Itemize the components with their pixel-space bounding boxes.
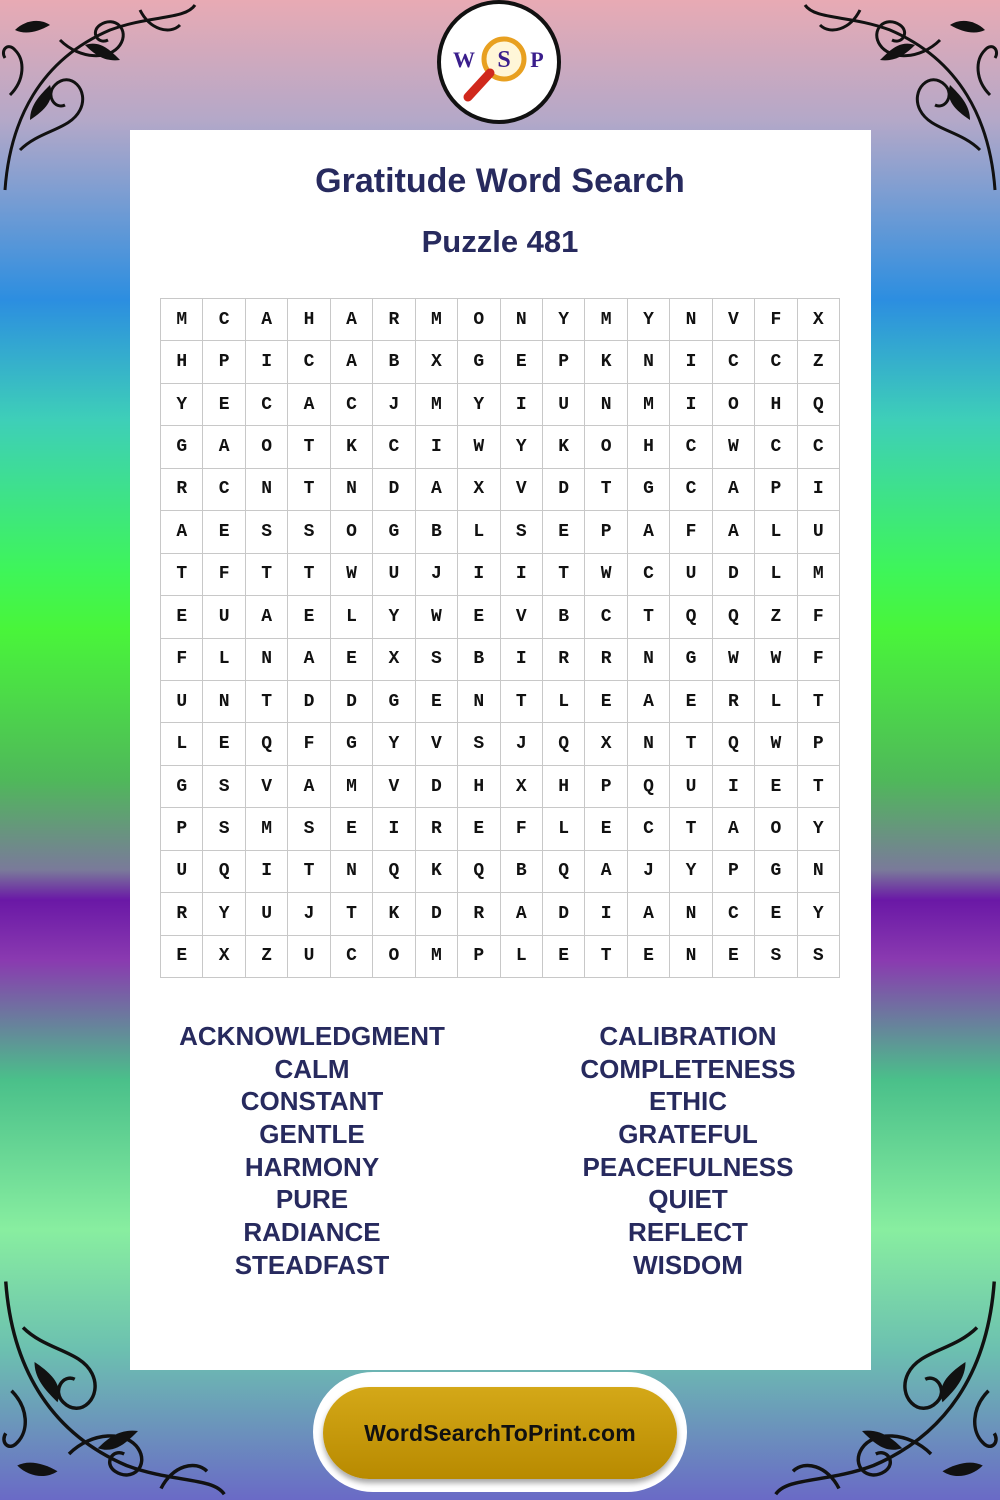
grid-cell[interactable]: F <box>755 299 797 341</box>
grid-cell[interactable]: C <box>798 426 840 468</box>
grid-cell[interactable]: S <box>755 936 797 978</box>
grid-cell[interactable]: O <box>373 936 415 978</box>
grid-cell[interactable]: H <box>458 766 500 808</box>
grid-cell[interactable]: L <box>755 681 797 723</box>
grid-cell[interactable]: X <box>798 299 840 341</box>
grid-cell[interactable]: T <box>288 851 330 893</box>
grid-cell[interactable]: K <box>416 851 458 893</box>
grid-cell[interactable]: N <box>628 639 670 681</box>
grid-cell[interactable]: N <box>798 851 840 893</box>
grid-cell[interactable]: C <box>246 384 288 426</box>
grid-cell[interactable]: G <box>373 681 415 723</box>
grid-cell[interactable]: Q <box>713 596 755 638</box>
puzzle-number: Puzzle 481 <box>421 224 579 259</box>
grid-cell[interactable]: W <box>755 639 797 681</box>
word-list-item: COMPLETENESS <box>580 1053 796 1084</box>
grid-cell[interactable]: A <box>331 299 373 341</box>
grid-cell[interactable]: A <box>288 384 330 426</box>
grid-cell[interactable]: Y <box>458 384 500 426</box>
grid-cell[interactable]: A <box>203 426 245 468</box>
grid-cell[interactable]: I <box>670 384 712 426</box>
word-list-left <box>142 1020 482 1282</box>
grid-cell[interactable]: Z <box>246 936 288 978</box>
grid-cell[interactable]: T <box>288 426 330 468</box>
grid-cell[interactable]: L <box>161 723 203 765</box>
grid-cell[interactable]: E <box>755 766 797 808</box>
grid-cell[interactable]: B <box>501 851 543 893</box>
grid-cell[interactable]: O <box>713 384 755 426</box>
grid-cell[interactable]: Y <box>203 893 245 935</box>
word-list-item: PEACEFULNESS <box>582 1151 794 1182</box>
grid-cell[interactable]: T <box>543 554 585 596</box>
grid-cell[interactable]: Y <box>628 299 670 341</box>
grid-cell[interactable]: T <box>501 681 543 723</box>
grid-cell[interactable]: X <box>416 341 458 383</box>
word-list-item: GRATEFUL <box>618 1119 758 1150</box>
logo-letter: P <box>530 47 544 72</box>
word-list-item: ACKNOWLEDGMENT <box>179 1021 445 1051</box>
grid-cell[interactable]: V <box>501 469 543 511</box>
grid-cell[interactable]: Y <box>501 426 543 468</box>
grid-cell[interactable]: L <box>331 596 373 638</box>
grid-cell[interactable]: I <box>246 851 288 893</box>
word-list-item: QUIET <box>648 1184 728 1215</box>
grid-cell[interactable]: R <box>161 893 203 935</box>
grid-cell[interactable]: A <box>628 681 670 723</box>
grid-cell[interactable]: M <box>416 384 458 426</box>
grid-cell[interactable]: B <box>416 511 458 553</box>
grid-cell[interactable]: L <box>543 808 585 850</box>
grid-cell[interactable]: C <box>373 426 415 468</box>
grid-cell[interactable]: P <box>543 341 585 383</box>
grid-cell[interactable]: E <box>543 936 585 978</box>
grid-cell[interactable]: V <box>416 723 458 765</box>
grid-cell[interactable]: R <box>161 469 203 511</box>
grid-cell[interactable]: J <box>501 723 543 765</box>
grid-cell[interactable]: T <box>331 893 373 935</box>
grid-cell[interactable]: K <box>373 893 415 935</box>
grid-cell[interactable]: T <box>585 469 627 511</box>
grid-cell[interactable]: J <box>628 851 670 893</box>
grid-cell[interactable]: U <box>288 936 330 978</box>
grid-cell[interactable]: H <box>288 299 330 341</box>
grid-cell[interactable]: X <box>203 936 245 978</box>
grid-cell[interactable]: N <box>203 681 245 723</box>
grid-cell[interactable]: C <box>713 341 755 383</box>
grid-cell[interactable]: A <box>331 341 373 383</box>
grid-cell[interactable]: P <box>161 808 203 850</box>
grid-cell[interactable]: S <box>501 511 543 553</box>
grid-cell[interactable]: O <box>458 299 500 341</box>
grid-cell[interactable]: S <box>798 936 840 978</box>
word-list-item: GENTLE <box>259 1119 365 1150</box>
grid-cell[interactable]: S <box>203 808 245 850</box>
grid-cell[interactable]: C <box>670 469 712 511</box>
grid-cell[interactable]: Q <box>543 723 585 765</box>
grid-cell[interactable]: F <box>288 723 330 765</box>
grid-cell[interactable]: Q <box>628 766 670 808</box>
grid-cell[interactable]: T <box>288 554 330 596</box>
grid-cell[interactable]: K <box>585 341 627 383</box>
grid-cell[interactable]: I <box>458 554 500 596</box>
grid-cell[interactable]: F <box>161 639 203 681</box>
grid-cell[interactable]: T <box>288 469 330 511</box>
grid-cell[interactable]: E <box>755 893 797 935</box>
grid-cell[interactable]: U <box>670 554 712 596</box>
grid-cell[interactable]: G <box>458 341 500 383</box>
site-link-button[interactable]: WordSearchToPrint.com <box>323 1387 677 1479</box>
grid-cell[interactable]: E <box>628 936 670 978</box>
grid-cell[interactable]: R <box>416 808 458 850</box>
grid-cell[interactable]: T <box>246 681 288 723</box>
grid-cell[interactable]: B <box>458 639 500 681</box>
grid-cell[interactable]: C <box>628 554 670 596</box>
grid-cell[interactable]: A <box>628 511 670 553</box>
grid-cell[interactable]: L <box>203 639 245 681</box>
grid-cell[interactable]: I <box>501 554 543 596</box>
grid-cell[interactable]: S <box>458 723 500 765</box>
grid-cell[interactable]: S <box>203 766 245 808</box>
grid-cell[interactable]: I <box>416 426 458 468</box>
grid-cell[interactable]: H <box>543 766 585 808</box>
grid-cell[interactable]: P <box>798 723 840 765</box>
grid-cell[interactable]: M <box>628 384 670 426</box>
word-list-item: CONSTANT <box>240 1086 384 1117</box>
grid-cell[interactable]: F <box>203 554 245 596</box>
grid-cell[interactable]: E <box>161 936 203 978</box>
grid-cell[interactable]: R <box>373 299 415 341</box>
grid-cell[interactable]: E <box>458 808 500 850</box>
grid-cell[interactable]: T <box>798 681 840 723</box>
grid-cell[interactable]: E <box>203 511 245 553</box>
grid-cell[interactable]: M <box>331 766 373 808</box>
grid-cell[interactable]: V <box>713 299 755 341</box>
grid-cell[interactable]: I <box>585 893 627 935</box>
grid-cell[interactable]: G <box>628 469 670 511</box>
grid-cell[interactable]: N <box>670 893 712 935</box>
logo-letter: W <box>453 47 475 72</box>
grid-cell[interactable]: G <box>161 766 203 808</box>
grid-cell[interactable]: D <box>543 893 585 935</box>
grid-cell[interactable]: S <box>416 639 458 681</box>
grid-cell[interactable]: X <box>373 639 415 681</box>
grid-cell[interactable]: A <box>288 766 330 808</box>
grid-cell[interactable]: T <box>798 766 840 808</box>
grid-cell[interactable]: S <box>288 808 330 850</box>
grid-cell[interactable]: N <box>628 341 670 383</box>
grid-cell[interactable]: D <box>416 893 458 935</box>
grid-cell[interactable]: E <box>458 596 500 638</box>
grid-cell[interactable]: E <box>203 723 245 765</box>
grid-cell[interactable]: E <box>161 596 203 638</box>
grid-cell[interactable]: A <box>288 639 330 681</box>
grid-cell[interactable]: C <box>755 426 797 468</box>
grid-cell[interactable]: U <box>161 681 203 723</box>
grid-cell[interactable]: U <box>543 384 585 426</box>
grid-cell[interactable]: Q <box>670 596 712 638</box>
grid-cell[interactable]: L <box>755 511 797 553</box>
grid-cell[interactable]: F <box>798 596 840 638</box>
grid-cell[interactable]: C <box>203 299 245 341</box>
grid-cell[interactable]: A <box>713 808 755 850</box>
grid-cell[interactable]: H <box>161 341 203 383</box>
grid-cell[interactable]: C <box>755 341 797 383</box>
grid-cell[interactable]: D <box>331 681 373 723</box>
grid-cell[interactable]: D <box>373 469 415 511</box>
grid-cell[interactable]: A <box>628 893 670 935</box>
grid-cell[interactable]: T <box>246 554 288 596</box>
grid-cell[interactable]: I <box>501 639 543 681</box>
grid-cell[interactable]: K <box>331 426 373 468</box>
grid-cell[interactable]: M <box>416 936 458 978</box>
grid-cell[interactable]: U <box>203 596 245 638</box>
grid-cell[interactable]: E <box>288 596 330 638</box>
grid-cell[interactable]: D <box>288 681 330 723</box>
grid-cell[interactable]: M <box>798 554 840 596</box>
grid-cell[interactable]: L <box>755 554 797 596</box>
grid-cell[interactable]: F <box>798 639 840 681</box>
grid-cell[interactable]: X <box>501 766 543 808</box>
grid-cell[interactable]: L <box>501 936 543 978</box>
grid-cell[interactable]: U <box>373 554 415 596</box>
grid-cell[interactable]: E <box>670 681 712 723</box>
grid-cell[interactable]: C <box>331 384 373 426</box>
grid-cell[interactable]: J <box>373 384 415 426</box>
grid-cell[interactable]: R <box>458 893 500 935</box>
grid-cell[interactable]: P <box>458 936 500 978</box>
logo-letter: S <box>497 47 511 73</box>
grid-cell[interactable]: G <box>331 723 373 765</box>
word-list-item: RADIANCE <box>243 1217 381 1248</box>
grid-cell[interactable]: L <box>458 511 500 553</box>
grid-cell[interactable]: I <box>373 808 415 850</box>
grid-cell[interactable]: Y <box>670 851 712 893</box>
word-list-item: REFLECT <box>628 1217 748 1248</box>
letter-grid <box>160 298 840 978</box>
grid-cell[interactable]: W <box>585 554 627 596</box>
grid-cell[interactable]: C <box>585 596 627 638</box>
grid-cell[interactable]: T <box>161 554 203 596</box>
grid-cell[interactable]: E <box>585 808 627 850</box>
grid-cell[interactable]: R <box>713 681 755 723</box>
grid-cell[interactable]: S <box>246 511 288 553</box>
grid-cell[interactable]: Q <box>798 384 840 426</box>
grid-cell[interactable]: N <box>585 384 627 426</box>
grid-cell[interactable]: Q <box>373 851 415 893</box>
page-title: Gratitude Word Search <box>315 162 685 200</box>
grid-cell[interactable]: W <box>713 426 755 468</box>
grid-cell[interactable]: E <box>501 341 543 383</box>
grid-cell[interactable]: N <box>670 299 712 341</box>
grid-cell[interactable]: X <box>458 469 500 511</box>
grid-cell[interactable]: T <box>585 936 627 978</box>
grid-cell[interactable]: A <box>501 893 543 935</box>
grid-cell[interactable]: Y <box>543 299 585 341</box>
grid-cell[interactable]: T <box>670 723 712 765</box>
grid-cell[interactable]: G <box>755 851 797 893</box>
grid-cell[interactable]: Q <box>203 851 245 893</box>
grid-cell[interactable]: D <box>713 554 755 596</box>
word-list-item: PURE <box>275 1184 349 1215</box>
word-list-item: CALM <box>274 1053 350 1084</box>
grid-cell[interactable]: N <box>670 936 712 978</box>
grid-cell[interactable]: G <box>670 639 712 681</box>
word-list-item: HARMONY <box>244 1151 380 1182</box>
grid-cell[interactable]: U <box>161 851 203 893</box>
grid-cell[interactable]: E <box>585 681 627 723</box>
grid-cell[interactable]: Y <box>161 384 203 426</box>
grid-cell[interactable]: B <box>543 596 585 638</box>
grid-cell[interactable]: P <box>713 851 755 893</box>
grid-cell[interactable]: N <box>246 639 288 681</box>
grid-cell[interactable]: V <box>246 766 288 808</box>
grid-cell[interactable]: U <box>246 893 288 935</box>
grid-cell[interactable]: L <box>543 681 585 723</box>
grid-cell[interactable]: E <box>416 681 458 723</box>
grid-cell[interactable]: A <box>246 596 288 638</box>
grid-cell[interactable]: A <box>713 469 755 511</box>
grid-cell[interactable]: F <box>501 808 543 850</box>
grid-cell[interactable]: P <box>203 341 245 383</box>
grid-cell[interactable]: Y <box>373 723 415 765</box>
word-list-item: ETHIC <box>649 1086 727 1117</box>
grid-cell[interactable]: J <box>288 893 330 935</box>
grid-cell[interactable]: F <box>670 511 712 553</box>
grid-cell[interactable]: G <box>373 511 415 553</box>
grid-cell[interactable]: Y <box>798 893 840 935</box>
grid-cell[interactable]: N <box>501 299 543 341</box>
grid-cell[interactable]: A <box>713 511 755 553</box>
word-list-item: STEADFAST <box>234 1249 390 1280</box>
grid-cell[interactable]: M <box>585 299 627 341</box>
grid-cell[interactable]: E <box>331 808 373 850</box>
grid-cell[interactable]: D <box>543 469 585 511</box>
grid-cell[interactable]: I <box>798 469 840 511</box>
grid-cell[interactable]: G <box>161 426 203 468</box>
grid-cell[interactable]: N <box>246 469 288 511</box>
grid-cell[interactable]: T <box>628 596 670 638</box>
grid-cell[interactable]: I <box>670 341 712 383</box>
grid-cell[interactable]: M <box>416 299 458 341</box>
word-list-right <box>518 1020 858 1282</box>
grid-cell[interactable]: Q <box>713 723 755 765</box>
grid-cell[interactable]: C <box>203 469 245 511</box>
grid-cell[interactable]: U <box>670 766 712 808</box>
grid-cell[interactable]: P <box>585 766 627 808</box>
grid-cell[interactable]: W <box>458 426 500 468</box>
grid-cell[interactable]: V <box>373 766 415 808</box>
magnifier-icon <box>444 7 554 117</box>
grid-cell[interactable]: E <box>543 511 585 553</box>
grid-cell[interactable]: H <box>628 426 670 468</box>
grid-cell[interactable]: O <box>246 426 288 468</box>
grid-cell[interactable]: P <box>585 511 627 553</box>
grid-cell[interactable]: Y <box>798 808 840 850</box>
grid-cell[interactable]: Q <box>458 851 500 893</box>
grid-cell[interactable]: O <box>755 808 797 850</box>
grid-cell[interactable]: B <box>373 341 415 383</box>
grid-cell[interactable]: E <box>713 936 755 978</box>
grid-cell[interactable]: K <box>543 426 585 468</box>
grid-cell[interactable]: E <box>331 639 373 681</box>
grid-cell[interactable]: R <box>585 639 627 681</box>
grid-cell[interactable]: Z <box>755 596 797 638</box>
grid-cell[interactable]: W <box>331 554 373 596</box>
word-list-item: CALIBRATION <box>599 1021 777 1051</box>
grid-cell[interactable]: E <box>203 384 245 426</box>
grid-cell[interactable]: D <box>416 766 458 808</box>
grid-cell[interactable]: W <box>416 596 458 638</box>
grid-cell[interactable]: H <box>755 384 797 426</box>
word-list-item: WISDOM <box>633 1249 743 1280</box>
grid-cell[interactable]: I <box>501 384 543 426</box>
grid-cell[interactable]: S <box>288 511 330 553</box>
grid-cell[interactable]: O <box>331 511 373 553</box>
grid-cell[interactable]: A <box>161 511 203 553</box>
grid-cell[interactable]: W <box>755 723 797 765</box>
grid-cell[interactable]: Q <box>246 723 288 765</box>
grid-cell[interactable]: T <box>670 808 712 850</box>
grid-cell[interactable]: Z <box>798 341 840 383</box>
grid-cell[interactable]: A <box>585 851 627 893</box>
grid-cell[interactable]: Q <box>543 851 585 893</box>
grid-cell[interactable]: Y <box>373 596 415 638</box>
grid-cell[interactable]: N <box>628 723 670 765</box>
grid-cell[interactable]: C <box>288 341 330 383</box>
site-logo[interactable] <box>437 0 561 124</box>
grid-cell[interactable]: N <box>458 681 500 723</box>
grid-cell[interactable]: N <box>331 851 373 893</box>
grid-cell[interactable]: C <box>713 893 755 935</box>
grid-cell[interactable]: C <box>331 936 373 978</box>
grid-cell[interactable]: C <box>628 808 670 850</box>
grid-cell[interactable]: C <box>670 426 712 468</box>
grid-cell[interactable]: U <box>798 511 840 553</box>
grid-cell[interactable]: J <box>416 554 458 596</box>
grid-cell[interactable]: I <box>246 341 288 383</box>
grid-cell[interactable]: A <box>416 469 458 511</box>
grid-cell[interactable]: A <box>246 299 288 341</box>
grid-cell[interactable]: M <box>246 808 288 850</box>
grid-cell[interactable]: X <box>585 723 627 765</box>
grid-cell[interactable]: M <box>161 299 203 341</box>
grid-cell[interactable]: O <box>585 426 627 468</box>
grid-cell[interactable]: N <box>331 469 373 511</box>
grid-cell[interactable]: R <box>543 639 585 681</box>
grid-cell[interactable]: I <box>713 766 755 808</box>
grid-cell[interactable]: P <box>755 469 797 511</box>
grid-cell[interactable]: V <box>501 596 543 638</box>
grid-cell[interactable]: W <box>713 639 755 681</box>
